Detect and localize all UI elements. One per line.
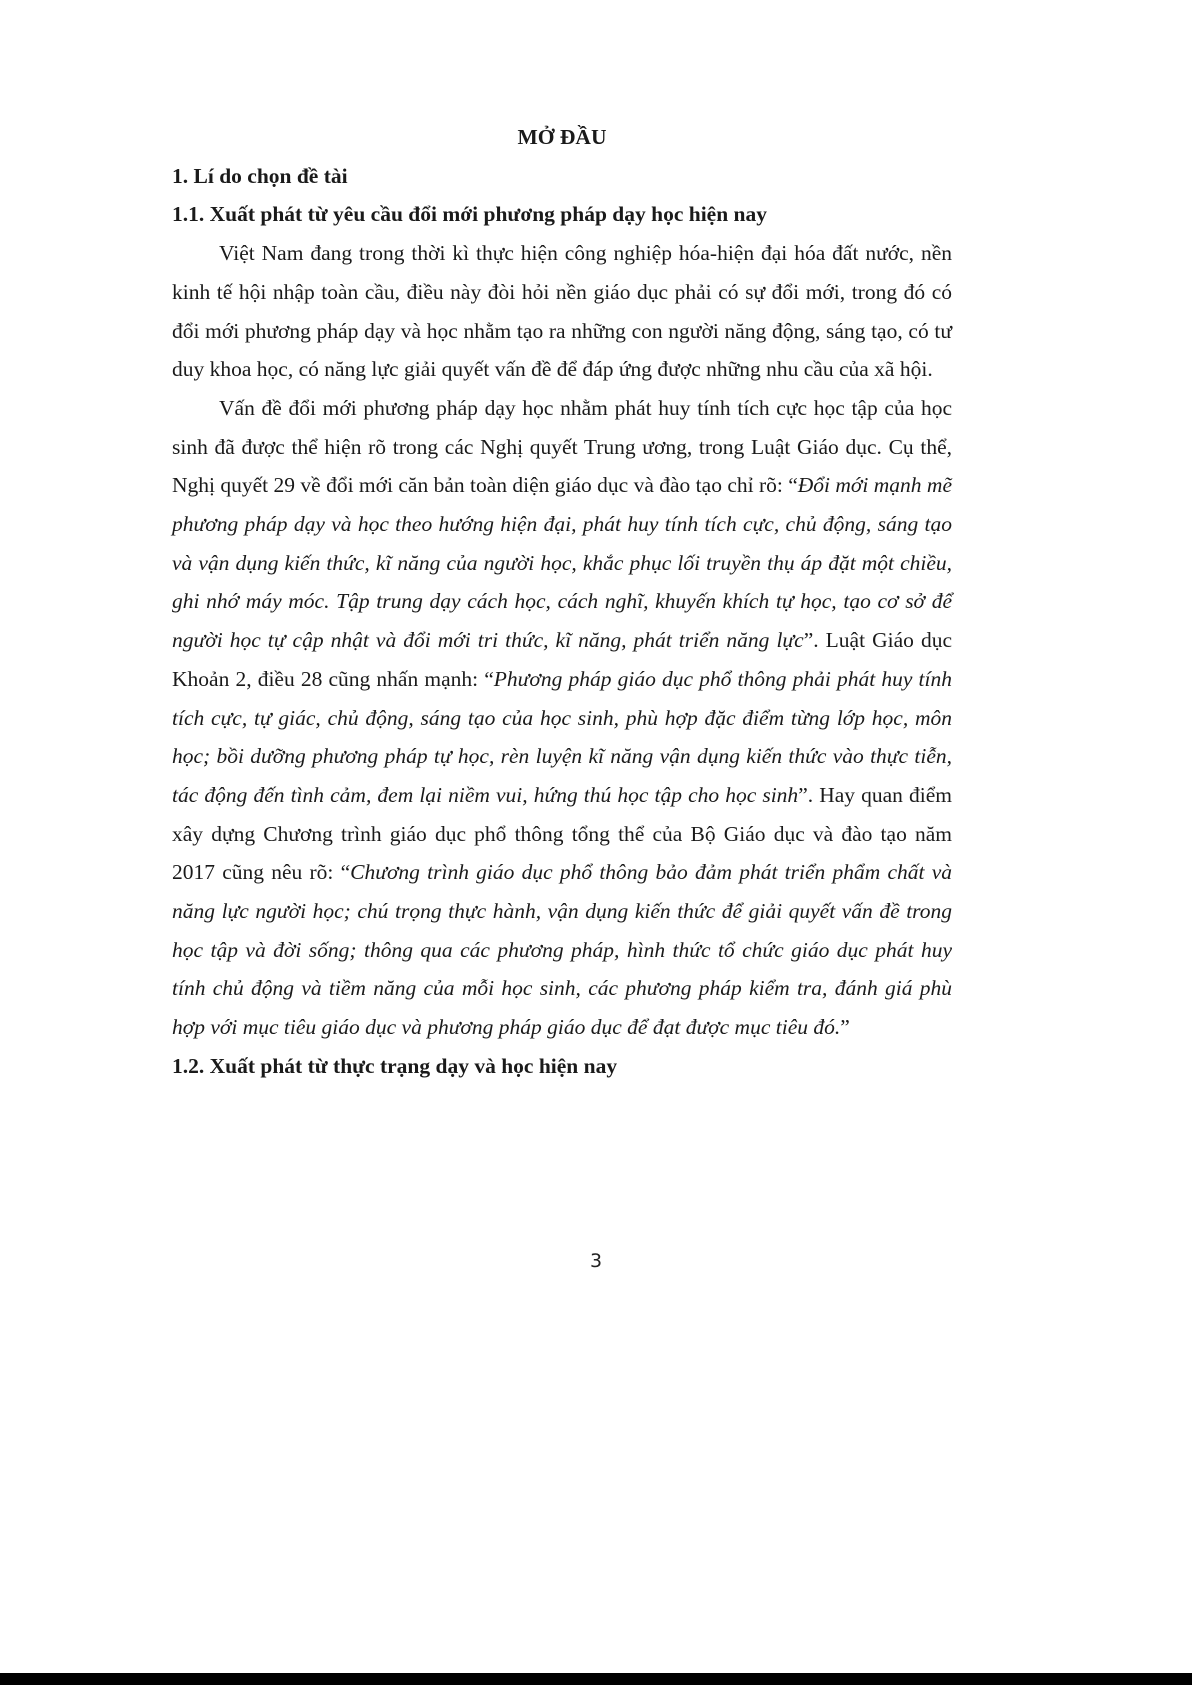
paragraph-2 <box>172 389 952 1047</box>
section-heading-1: 1. Lí do chọn đề tài <box>172 163 348 188</box>
section-heading-1-2: 1.2. Xuất phát từ thực trạng dạy và học hiện nay <box>172 1053 618 1078</box>
paragraph-2-text-4: ” <box>840 1015 850 1040</box>
section-heading-1-1: 1.1. Xuất phát từ yêu cầu đổi mới phương pháp dạy học hiện nay <box>172 202 768 227</box>
quote-education-law: Phương pháp giáo dục phổ thông phải phát huy tính tích cực, tự giác, chủ động, sáng tạo của học sinh, phù hợp đặc điểm từng lớp học, môn học; bồi dưỡng phương pháp tự học, rèn luyện kĩ năng vận dụng kiến thức vào thực tiễn, tác động đến tình cảm, đem lại niềm vui, hứng thú học tập cho học sinh <box>172 666 953 807</box>
paragraph-2-text-1: Vấn đề đổi mới phương pháp dạy học nhằm phát huy tính tích cực học tập của học sinh đã được thể hiện rõ trong các Nghị quyết Trung ương, trong Luật Giáo dục. Cụ thể, Nghị quyết 29 về đổi mới căn bản toàn diện giáo dục và đào tạo chỉ rõ: “ <box>172 395 952 498</box>
quote-curriculum-2017: Chương trình giáo dục phổ thông bảo đảm phát triển phẩm chất và năng lực người học; chú trọng thực hành, vận dụng kiến thức để giải quyết vấn đề trong học tập và đời sống; thông qua các phương pháp, hình thức tổ chức giáo dục phát huy tính chủ động và tiềm năng của mỗi học sinh, các phương pháp kiểm tra, đánh giá phù hợp với mục tiêu giáo dục và phương pháp giáo dục để đạt được mục tiêu đó. <box>172 860 952 1040</box>
paragraph-1: Việt Nam đang trong thời kì thực hiện công nghiệp hóa-hiện đại hóa đất nước, nền kinh tế hội nhập toàn cầu, điều này đòi hỏi nền giáo dục phải có sự đổi mới, trong đó có đổi mới phương pháp dạy và học nhằm tạo ra những con người năng động, sáng tạo, có tư duy khoa học, có năng lực giải quyết vấn đề để đáp ứng được những nhu cầu của xã hội. <box>172 241 952 382</box>
bottom-edge-bar <box>0 1673 1192 1685</box>
document-page <box>172 118 952 1086</box>
paragraph-2-text-3: ”. Hay quan điểm xây dựng Chương trình giáo dục phổ thông tổng thể của Bộ Giáo dục và đào tạo năm 2017 cũng nêu rõ: “ <box>172 782 952 885</box>
page-number: 3 <box>589 1250 603 1272</box>
document-title: MỞ ĐẦU <box>517 125 607 149</box>
quote-resolution-29: Đổi mới mạnh mẽ phương pháp dạy và học theo hướng hiện đại, phát huy tính tích cực, chủ động, sáng tạo và vận dụng kiến thức, kĩ năng của người học, khắc phục lối truyền thụ áp đặt một chiều, ghi nhớ máy móc. Tập trung dạy cách học, cách nghĩ, khuyến khích tự học, tạo cơ sở để người học tự cập nhật và đổi mới tri thức, kĩ năng, phát triển năng lực <box>172 473 952 653</box>
paragraph-2-text-2: ”. Luật Giáo dục Khoản 2, điều 28 cũng nhấn mạnh: “ <box>172 628 952 691</box>
